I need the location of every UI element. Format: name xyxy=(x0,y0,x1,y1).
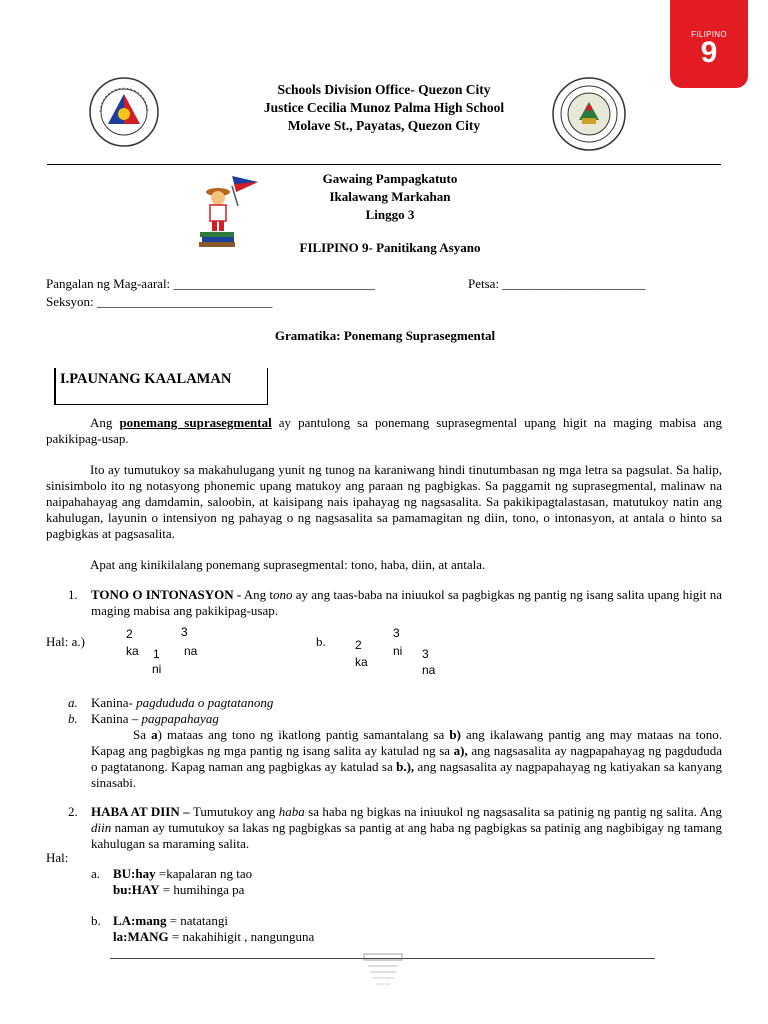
activity-week: Linggo 3 xyxy=(365,207,415,222)
list-mark-a: a. xyxy=(68,695,78,710)
footer-ornament-icon xyxy=(360,952,406,988)
example-b-label: b. xyxy=(316,634,326,649)
item-1-text: TONO O INTONASYON - Ang tono ay ang taas-baba na iniuukol sa pagbigkas ng pantig ng isang salita upang higit na maging mabisa ang pakikipag-usap. xyxy=(91,587,722,618)
header-line-division: Schools Division Office- Quezon City xyxy=(277,82,491,97)
syllable-b-ka: ka xyxy=(355,655,368,669)
badge-grade: 9 xyxy=(700,36,718,69)
paragraph-four-types: Apat ang kinikilalang ponemang suprasegmental: tono, haba, diin, at antala. xyxy=(90,557,486,572)
tone-b-3-second: 3 xyxy=(422,647,429,661)
section-field[interactable]: Seksyon: ___________________________ xyxy=(46,294,273,309)
tone-b-3: 3 xyxy=(393,626,400,640)
example-lamang-2: la:MANG = nakahihigit , nangunguna xyxy=(113,929,315,944)
example-kanina-a: Kanina- pagdududa o pagtatanong xyxy=(91,695,274,710)
activity-subject: FILIPINO 9- Panitikang Asyano xyxy=(299,240,481,255)
paragraph-definition: Ang ponemang suprasegmental ay pantulong sa ponemang suprasegmental upang higit na maging mabisa ang pakikipag-usap. xyxy=(46,415,722,446)
example-kanina-b: Kanina – pagpapahayag xyxy=(91,711,219,726)
example-buhay-1: BU:hay =kapalaran ng tao xyxy=(113,866,253,881)
tone-1: 1 xyxy=(153,647,160,661)
term-ponemang-suprasegmental: ponemang suprasegmental xyxy=(119,415,272,430)
paragraph-tone-explanation: Sa a) mataas ang tono ng ikatlong pantig samantalang sa b) ang ikalawang pantig ang may mataas na tono. Kapag ang pagbigkas ng mga pantig ng isang salita ay katulad ng sa a), ang nagsasalita ay nagpapahayag ng pagdududa o pagtatanong. Kapag naman ang pagbigkas ay katulad sa b.), ang nagsasalita ay nagpapahayag ng katiyakan sa kanyang sinasabi. xyxy=(91,727,723,790)
activity-title: Gawaing Pampagkatuto xyxy=(322,171,458,186)
syllable-b-na: na xyxy=(422,663,436,677)
example-buhay-2: bu:HAY = humihinga pa xyxy=(113,882,245,897)
syllable-na: na xyxy=(184,644,198,658)
tone-b-2: 2 xyxy=(355,638,362,652)
list-mark-b: b. xyxy=(68,711,78,726)
header-divider xyxy=(47,164,721,165)
item-1-number: 1. xyxy=(68,587,78,602)
example-lamang-1: LA:mang = natatangi xyxy=(113,913,228,928)
list-mark-2b: b. xyxy=(91,913,101,928)
header-line-address: Molave St., Payatas, Quezon City xyxy=(287,118,481,133)
grade-badge xyxy=(670,0,748,88)
item-2-text: HABA AT DIIN – Tumutukoy ang haba sa haba ng bigkas na iniuukol ng nagsasalita sa patinig ng pantig ng salita. Ang diin naman ay tumutukoy sa lakas ng pagbigkas sa pantig at ang haba ng pagbigkas sa patinig ang nagbibigay ng tamang kahulugan sa maraming salita. xyxy=(91,804,722,851)
topic-title: Gramatika: Ponemang Suprasegmental xyxy=(274,328,496,343)
item-2-number: 2. xyxy=(68,804,78,819)
student-name-field[interactable]: Pangalan ng Mag-aaral: _______________________________ xyxy=(46,276,375,291)
paragraph-explanation: Ito ay tumutukoy sa makahulugang yunit ng tunog na karaniwang hindi tinutumbasan ng mga letra sa pagsulat. Sa halip, sinisimbolo ito ng notasyong phonemic upang matukoy ang paraan ng pagbigkas. Sa paggamit ng suprasegmental, malinaw na naipahahayag ang damdamin, saloobin, at kaisipang nais ipahayag ng nagsasalita. Sa pakikipagtalastasan, matutukoy natin ang kahulugan, layunin o intensiyon ng pahayag o ng nagsasalita sa pamamagitan ng diin, tono, o intonasyon, at antala o hinto sa pagbigkas at pagsasalita. xyxy=(46,462,722,541)
activity-quarter: Ikalawang Markahan xyxy=(329,189,451,204)
example-a-label: Hal: a.) xyxy=(46,634,85,649)
syllable-b-ni: ni xyxy=(393,644,403,658)
header-line-school: Justice Cecilia Munoz Palma High School xyxy=(263,100,505,115)
section-heading-box xyxy=(46,366,268,408)
section-heading: I.PAUNANG KAALAMAN xyxy=(60,371,232,387)
tone-2: 2 xyxy=(126,627,133,641)
example-2-label: Hal: xyxy=(46,850,69,865)
badge-subject: FILIPINO xyxy=(691,30,727,39)
tone-3: 3 xyxy=(181,625,188,639)
date-field[interactable]: Petsa: ______________________ xyxy=(468,276,646,291)
syllable-ka: ka xyxy=(126,644,139,658)
list-mark-2a: a. xyxy=(91,866,101,881)
syllable-ni: ni xyxy=(152,662,162,676)
